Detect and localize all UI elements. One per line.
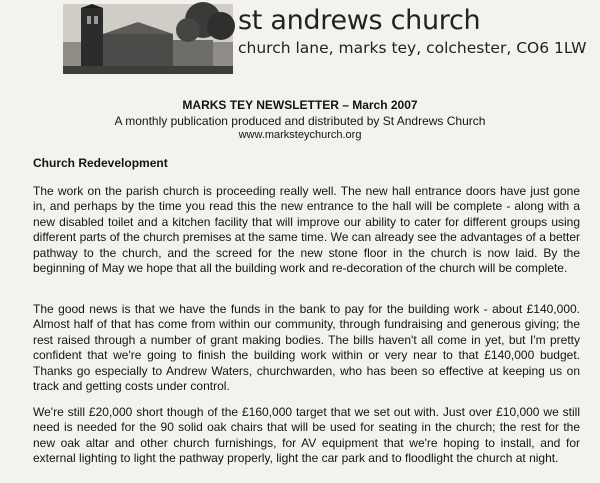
article-paragraph: The good news is that we have the funds in the bank to pay for the building work - about £140,000. Almost half of that has come from within our community, through fundraising and generous giving; the rest raised through a number of grant making bodies. The bills haven't all come in yet, but I'm pretty confident that we're going to finish the building work within or very near to that £140,000 budget. Thanks go especially to Andrew Waters, churchwarden, who has been so effective at keeping us on track and getting costs under control. bbox=[33, 302, 580, 394]
church-name: st andrews church bbox=[238, 5, 481, 36]
image-caption: love t bbox=[233, 62, 250, 82]
church-address: church lane, marks tey, colchester, CO6 1LW bbox=[238, 39, 587, 57]
article-paragraph: The work on the parish church is proceeding really well. The new hall entrance doors have just gone in, and perhaps by the time you read this the new entrance to the hall will be complete - along with a new disabled toilet and a kitchen facility that will improve our ability to cater for different groups using different parts of the church premises at the same time. We can already see the advantages of a better pathway to the church, and the screed for the new stone floor in the church is now laid. By the beginning of May we hope that all the building work and re-decoration of the church will be complete. bbox=[33, 184, 580, 276]
newsletter-url[interactable]: www.marksteychurch.org bbox=[238, 129, 362, 141]
newsletter-title: MARKS TEY NEWSLETTER – March 2007 bbox=[182, 98, 418, 112]
article-paragraph: We're still £20,000 short though of the £160,000 target that we set out with. Just over £10,000 we still need is needed for the 90 solid oak chairs that will be used for seating in the church; the rest for the new oak altar and other church furnishings, for AV equipment that we're hoping to install, and for external lighting to light the pathway properly, light the car park and to floodlight the church at night. bbox=[33, 405, 580, 466]
newsletter-subtitle: A monthly publication produced and distributed by St Andrews Church bbox=[114, 114, 486, 128]
church-tower-illustration bbox=[63, 4, 233, 74]
church-header-image bbox=[63, 4, 250, 82]
section-heading: Church Redevelopment bbox=[33, 156, 168, 170]
